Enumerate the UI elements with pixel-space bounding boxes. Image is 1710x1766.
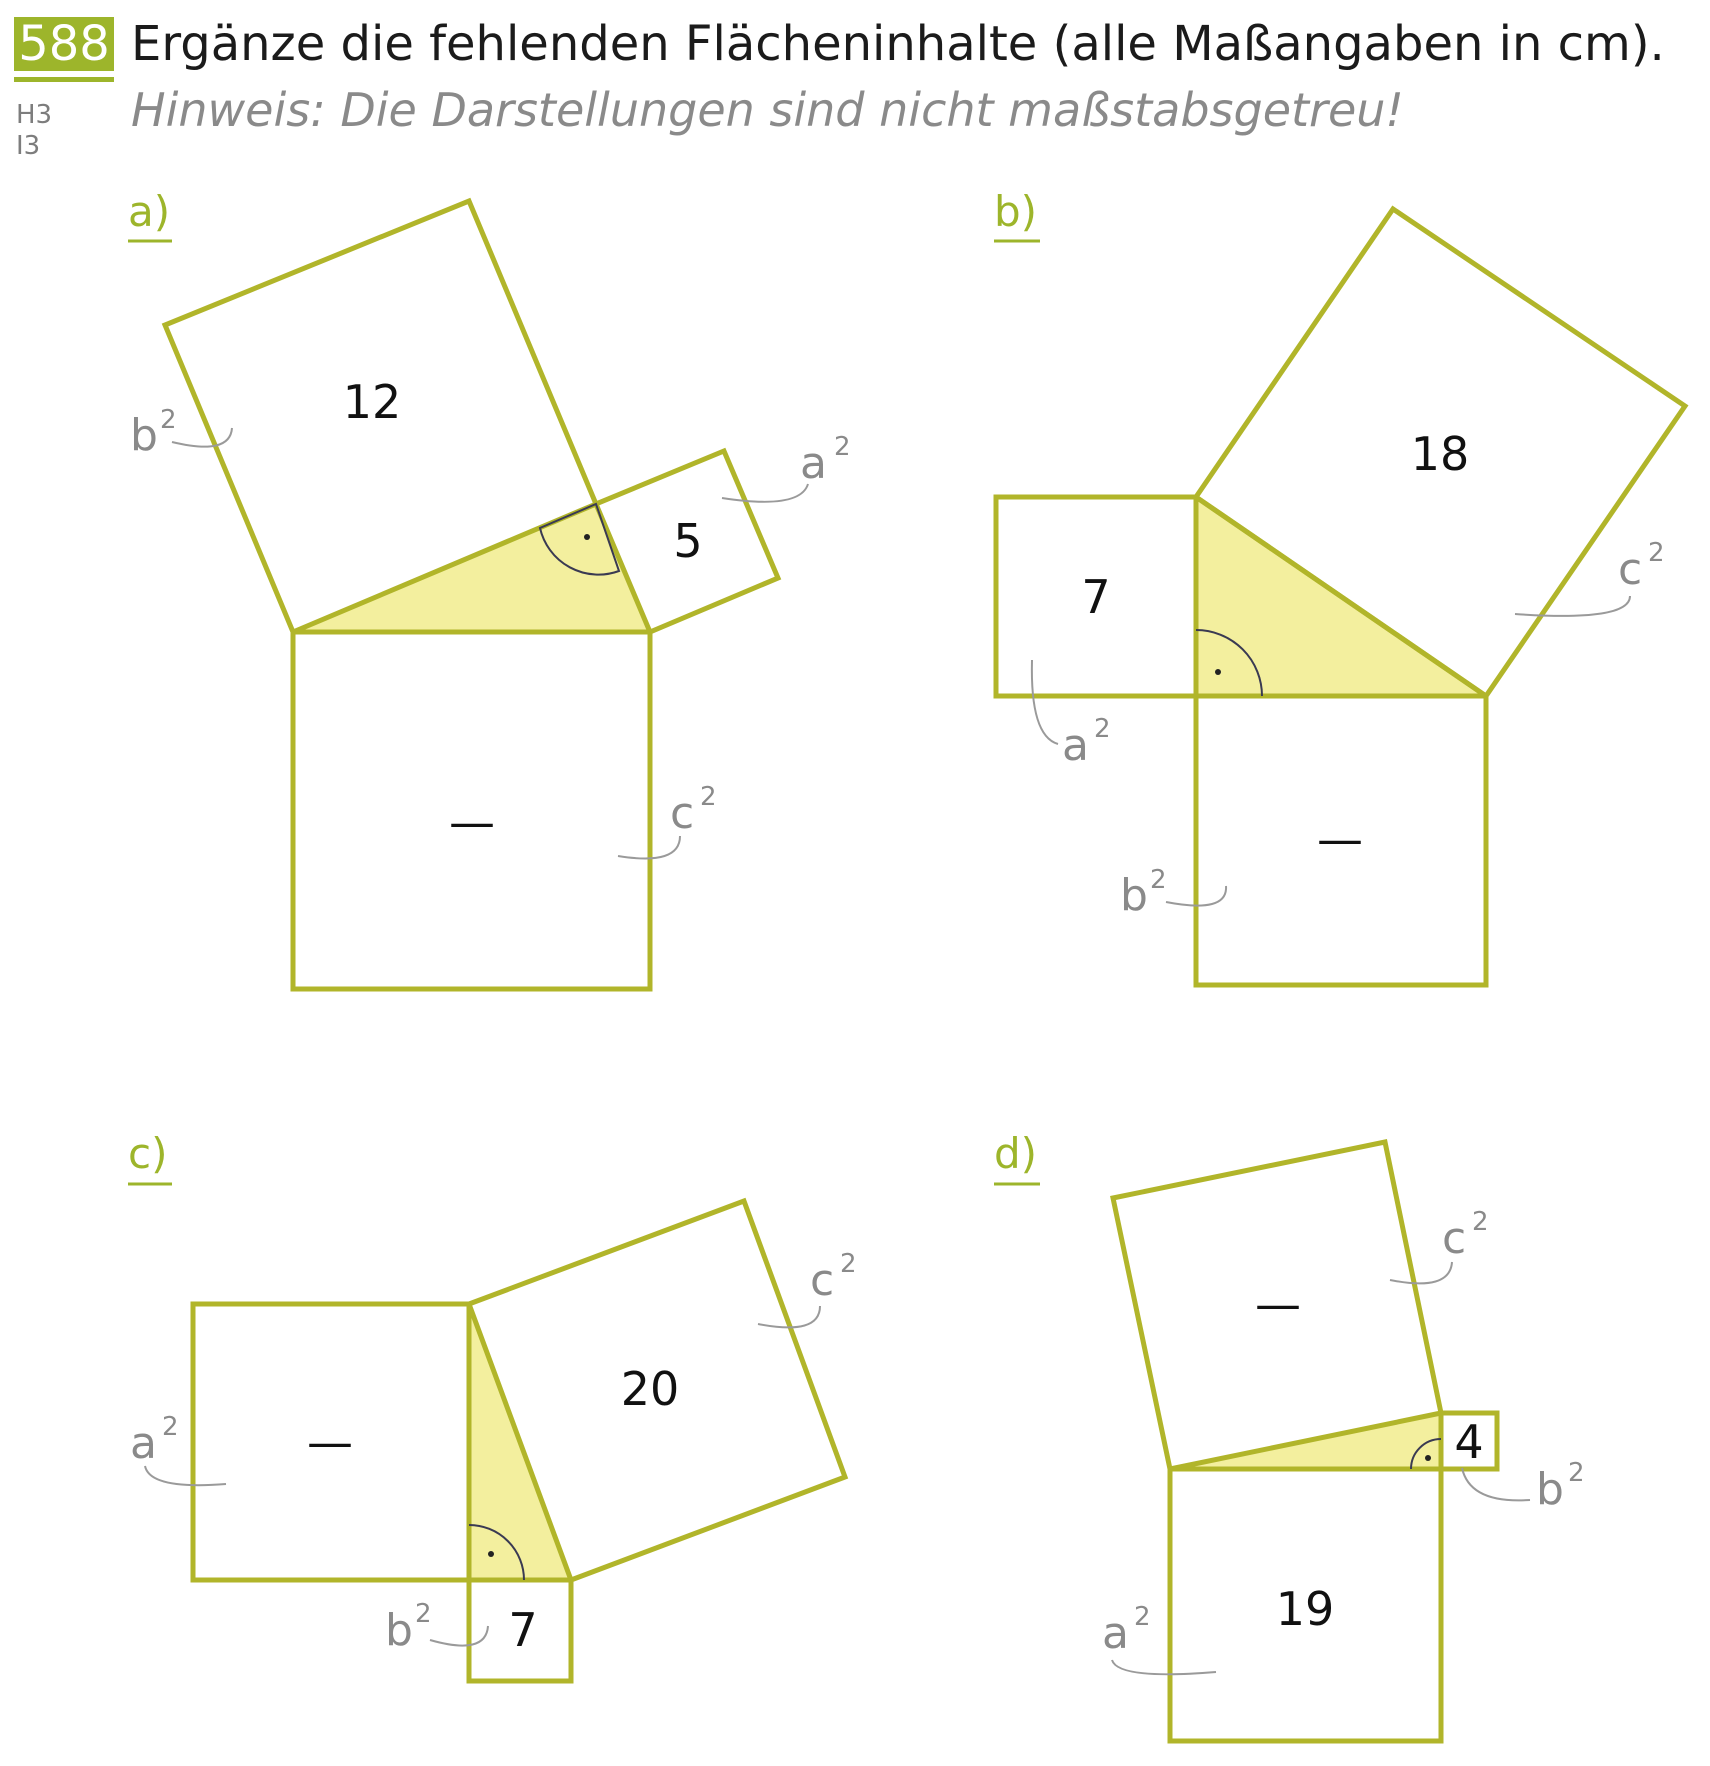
area-b-c: 7: [508, 1603, 538, 1657]
figure-d: [994, 1129, 1585, 1741]
label-c-name-d: c: [1442, 1213, 1467, 1264]
label-a-name-c: a: [130, 1418, 157, 1469]
label-c-exp-a: 2: [700, 782, 717, 812]
figure-a: [128, 187, 851, 989]
part-label-a: a): [128, 187, 171, 236]
label-c-exp-b: 2: [1648, 538, 1665, 568]
label-b-exp-b: 2: [1150, 865, 1167, 895]
label-c-exp-d: 2: [1472, 1207, 1489, 1237]
label-b-exp-d: 2: [1568, 1458, 1585, 1488]
label-a-exp-d: 2: [1134, 1602, 1151, 1632]
label-c-exp-c: 2: [840, 1249, 857, 1279]
area-c-d: —: [1255, 1277, 1301, 1331]
label-c-name-b: c: [1618, 544, 1643, 595]
label-a-exp-c: 2: [162, 1412, 179, 1442]
label-b-exp-a: 2: [160, 405, 177, 435]
figure-b: [994, 187, 1685, 985]
label-a-exp-b: 2: [1094, 714, 1111, 744]
area-a-a: 5: [673, 514, 703, 568]
leader-b-d: [1462, 1468, 1530, 1500]
area-a-b: 7: [1081, 570, 1111, 624]
label-b-name-a: b: [130, 410, 158, 461]
area-a-d: 19: [1275, 1582, 1335, 1636]
right-angle-dot-c: [488, 1551, 494, 1557]
exercise-number-badge: 588: [14, 17, 114, 71]
figure-c: [128, 1129, 857, 1681]
label-a-name-a: a: [800, 438, 827, 489]
area-b-a: 12: [342, 375, 402, 429]
competency-code-2: I3: [16, 131, 41, 161]
label-b-exp-c: 2: [415, 1599, 432, 1629]
exercise-title: Ergänze die fehlenden Flächeninhalte (alle Maßangaben in cm).: [131, 16, 1665, 72]
label-c-name-a: c: [670, 788, 695, 839]
label-a-name-b: a: [1062, 720, 1089, 771]
area-c-c: 20: [620, 1362, 680, 1416]
label-a-exp-a: 2: [834, 432, 851, 462]
label-b-name-d: b: [1536, 1464, 1564, 1515]
label-a-name-d: a: [1102, 1608, 1129, 1659]
area-b-b: —: [1317, 812, 1363, 866]
competency-code-1: H3: [16, 100, 53, 130]
area-c-b: 18: [1410, 427, 1470, 481]
right-angle-dot-b: [1215, 669, 1221, 675]
right-angle-dot-d: [1425, 1455, 1431, 1461]
exercise-hint: Hinweis: Die Darstellungen sind nicht maßstabsgetreu!: [131, 83, 1404, 137]
part-label-c: c): [128, 1129, 168, 1178]
right-angle-dot-a: [584, 534, 590, 540]
part-label-d: d): [994, 1129, 1038, 1178]
area-a-c: —: [307, 1415, 353, 1469]
label-b-name-c: b: [385, 1605, 413, 1656]
label-c-name-c: c: [810, 1255, 835, 1306]
area-b-d: 4: [1454, 1415, 1484, 1469]
part-label-b: b): [994, 187, 1038, 236]
area-c-a: —: [449, 795, 495, 849]
label-b-name-b: b: [1120, 870, 1148, 921]
